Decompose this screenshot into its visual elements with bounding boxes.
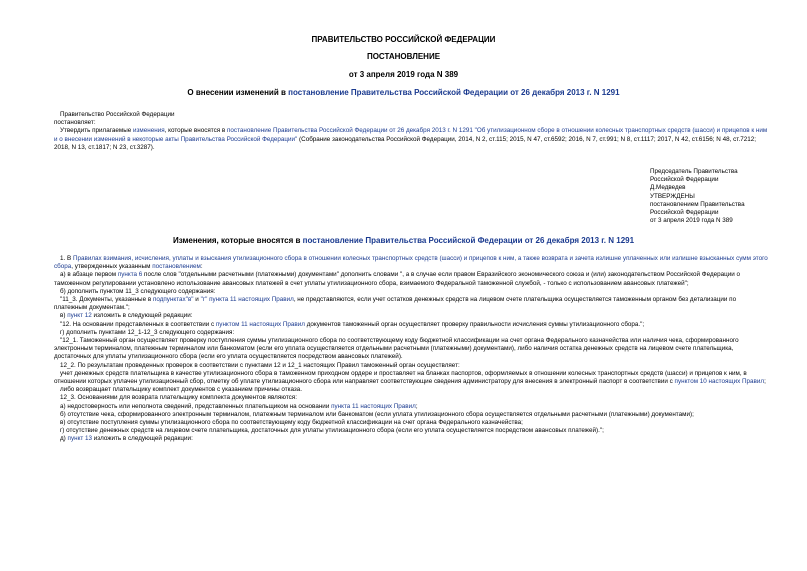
- para-12-3-v: в) отсутствие поступления суммы утилизационного сбора по соответствующему коду бюджетной классификации на счет органа Федерального казначейства;: [60, 419, 523, 427]
- para-d-text-a: д): [60, 435, 68, 443]
- para-12-1: "12_1. Таможенный орган осуществляет проверку поступления суммы утилизационного сбора по соответствующему коду бюджетной классификации на счет органа Федерального казначейства или наличия чека, сформированного электронным терминалом, платежным терминалом или банкоматом (если его уплата осуществляется отдельными расчетными (платежными) документами), либо наличия остатка денежных средств на лицевом счете плательщика, достаточных для уплаты утилизационного сбора (если его уплата осуществляется посредством авансовых платежей).: [54, 337, 739, 361]
- para-a: [54, 271, 770, 287]
- para-12-link[interactable]: пунктом 11 настоящих Правил: [215, 320, 305, 328]
- para-1-text-a: 1. В: [60, 255, 73, 262]
- para-12-2-c: либо возвращает плательщику комплект документов с указанием причины отказа.: [60, 386, 303, 394]
- changes-title-link[interactable]: постановление Правительства Российской Федерации от 26 декабря 2013 г. N 1291: [302, 236, 635, 245]
- para-v-text-a: в): [60, 312, 68, 320]
- para-11-3-text-b: и: [193, 296, 201, 304]
- para-12-text-b: документов таможенный орган осуществляет проверку правильности исчисления суммы утилизационного сбора.";: [304, 320, 645, 328]
- doc-title-prefix: О внесении изменений в: [187, 88, 289, 97]
- para-11-3-text-c: , не представляются, если учет остатков денежных средств на лицевом счете плательщика осуществляется таможенным органом без детализации по платежным документам.";: [54, 296, 737, 312]
- changes-body: [54, 255, 770, 444]
- para-12-3-a-text-a: а) недостоверность или неполнота сведений, представленных плательщиком на основании: [60, 402, 332, 410]
- signature-line-3: Д.Медведев: [650, 184, 686, 192]
- intro-text-c: (Собрание законодательства Российской Федерации, 2014, N 2, ст.115; 2015, N 47, ст.6592; 2016, N 7, ст.991; N 8, ст.1117; 2017, N 42, ст.6156; N 48, ст.7212; 2018, N 13, ст.1817; N 23, ст.3287).: [54, 135, 756, 151]
- intro-text-a: Утвердить прилагаемые: [60, 127, 133, 135]
- para-11-3-link-1[interactable]: подпунктах"в": [152, 296, 194, 304]
- para-12-3-a: [54, 403, 770, 411]
- para-1-link-decree[interactable]: постановлением: [152, 263, 201, 271]
- para-1-text-c: :: [200, 263, 203, 271]
- para-11-3-text-a: "11_3. Документы, указанные в: [60, 296, 153, 304]
- para-b: б) дополнить пунктом 11_3 следующего содержания:: [60, 287, 216, 295]
- para-11-3: [54, 296, 770, 312]
- para-g: г) дополнить пунктами 12_1-12_3 следующего содержания:: [60, 328, 235, 336]
- gov-heading: ПРАВИТЕЛЬСТВО РОССИЙСКОЙ ФЕДЕРАЦИИ: [311, 35, 496, 44]
- para-v: [54, 312, 770, 320]
- para-12-2-b: [54, 370, 770, 386]
- para-12-text-a: "12. На основании представленных в соответствии с: [60, 320, 216, 328]
- para-1-link-rules[interactable]: Правилах взимания, исчисления, уплаты и взыскания утилизационного сбора в отношении колесных транспортных средств (шасси) и прицепов к ним, а также возврата и зачета излишне уплаченных или излишне взысканных сумм этого сбора: [54, 255, 768, 271]
- signature-line-2: Российской Федерации: [650, 176, 719, 184]
- doc-title-heading: [0, 89, 807, 97]
- intro-link-decree[interactable]: постановление Правительства Российской Федерации от 26 декабря 2013 г. N 1291 "Об утилизационном сборе в отношении колесных транспортных средств (шасси) и прицепов к ним и о внесении изменений в некоторые акты Правительства Российской Федерации": [54, 127, 768, 143]
- signature-line-6: Российской Федерации: [650, 209, 719, 217]
- intro-line-1: Правительство Российской Федерации: [60, 111, 175, 118]
- para-d: [54, 435, 770, 443]
- signature-line-4: УТВЕРЖДЕНЫ: [650, 192, 695, 200]
- intro-text-b: , которые вносятся в: [164, 127, 228, 135]
- intro-link-changes[interactable]: изменения: [133, 127, 165, 135]
- para-1: [54, 255, 770, 271]
- intro-block: [54, 111, 770, 152]
- para-12-2-b-text-a: учет денежных средств плательщика в качестве утилизационного сбора в таможенном приходном ордере и проставляет на бланках паспортов, оформляемых в отношении колесных транспортных средств (шасси) и прицепов к ним, в отношении которых уплачен утилизационный сбор, отметку об уплате утилизационного сбора или направляет соответствующие сведения администратору для внесения в электронный паспорт в соответствии с: [54, 369, 747, 386]
- para-12-2: 12_2. По результатам проведенных проверок в соответствии с пунктами 12 и 12_1 настоящих Правил таможенный орган осуществляет:: [60, 361, 460, 369]
- signature-line-5: постановлением Правительства: [650, 200, 745, 208]
- para-11-3-link-2[interactable]: "г" пункта 11 настоящих Правил: [200, 296, 294, 304]
- para-v-text-b: изложить в следующей редакции:: [91, 312, 193, 320]
- changes-title-heading: [0, 237, 807, 245]
- para-d-text-b: изложить в следующей редакции:: [92, 435, 193, 443]
- para-a-text-a: а) в абзаце первом: [60, 271, 118, 279]
- signature-line-7: от 3 апреля 2019 года N 389: [650, 217, 733, 225]
- para-12-3: 12_3. Основаниями для возврата плательщику комплекта документов являются:: [60, 394, 297, 402]
- signature-line-1: Председатель Правительства: [650, 168, 738, 175]
- para-d-link[interactable]: пункт 13: [67, 435, 93, 443]
- doc-type-heading: ПОСТАНОВЛЕНИЕ: [366, 52, 441, 61]
- para-12-3-a-link[interactable]: пункта 11 настоящих Правил: [331, 402, 416, 410]
- para-12-3-g: г) отсутствие денежных средств на лицевом счете плательщика, достаточных для уплаты утилизационного сбора (если его уплата осуществляется посредством авансовых платежей).";: [60, 427, 604, 435]
- doc-date-heading: от 3 апреля 2019 года N 389: [348, 70, 459, 79]
- para-a-text-b: после слов "отдельными расчетными (платежными) документами" дополнить словами ", а в случае если правом Евразийского экономического союза и (или) законодательством Российской Федерации о таможенном регулировании установлено использование авансовых платежей в счет уплаты утилизационного сбора, взимаемого Федеральной таможенной службой, - только с использованием авансовых платежей";: [54, 271, 741, 287]
- para-v-link[interactable]: пункт 12: [67, 312, 92, 320]
- para-a-link[interactable]: пункта 6: [117, 271, 143, 279]
- signature-block: [650, 168, 770, 225]
- changes-title-prefix: Изменения, которые вносятся в: [172, 236, 303, 245]
- para-12-3-b: б) отсутствие чека, сформированного электронным терминалом, платежным терминалом или банкоматом (если уплата утилизационного сбора осуществляется отдельными расчетными (платежными) документами);: [60, 410, 694, 418]
- para-12-3-a-text-b: ;: [415, 402, 418, 410]
- para-12: [54, 321, 770, 329]
- para-12-2-b-link[interactable]: пунктом 10 настоящих Правил: [674, 378, 765, 386]
- doc-title-link[interactable]: постановление Правительства Российской Федерации от 26 декабря 2013 г. N 1291: [288, 88, 620, 97]
- para-1-text-b: , утвержденных указанным: [71, 263, 153, 271]
- intro-paragraph: [54, 127, 770, 152]
- intro-line-2: постановляет:: [54, 119, 96, 127]
- para-12-2-b-text-b: ;: [764, 378, 766, 386]
